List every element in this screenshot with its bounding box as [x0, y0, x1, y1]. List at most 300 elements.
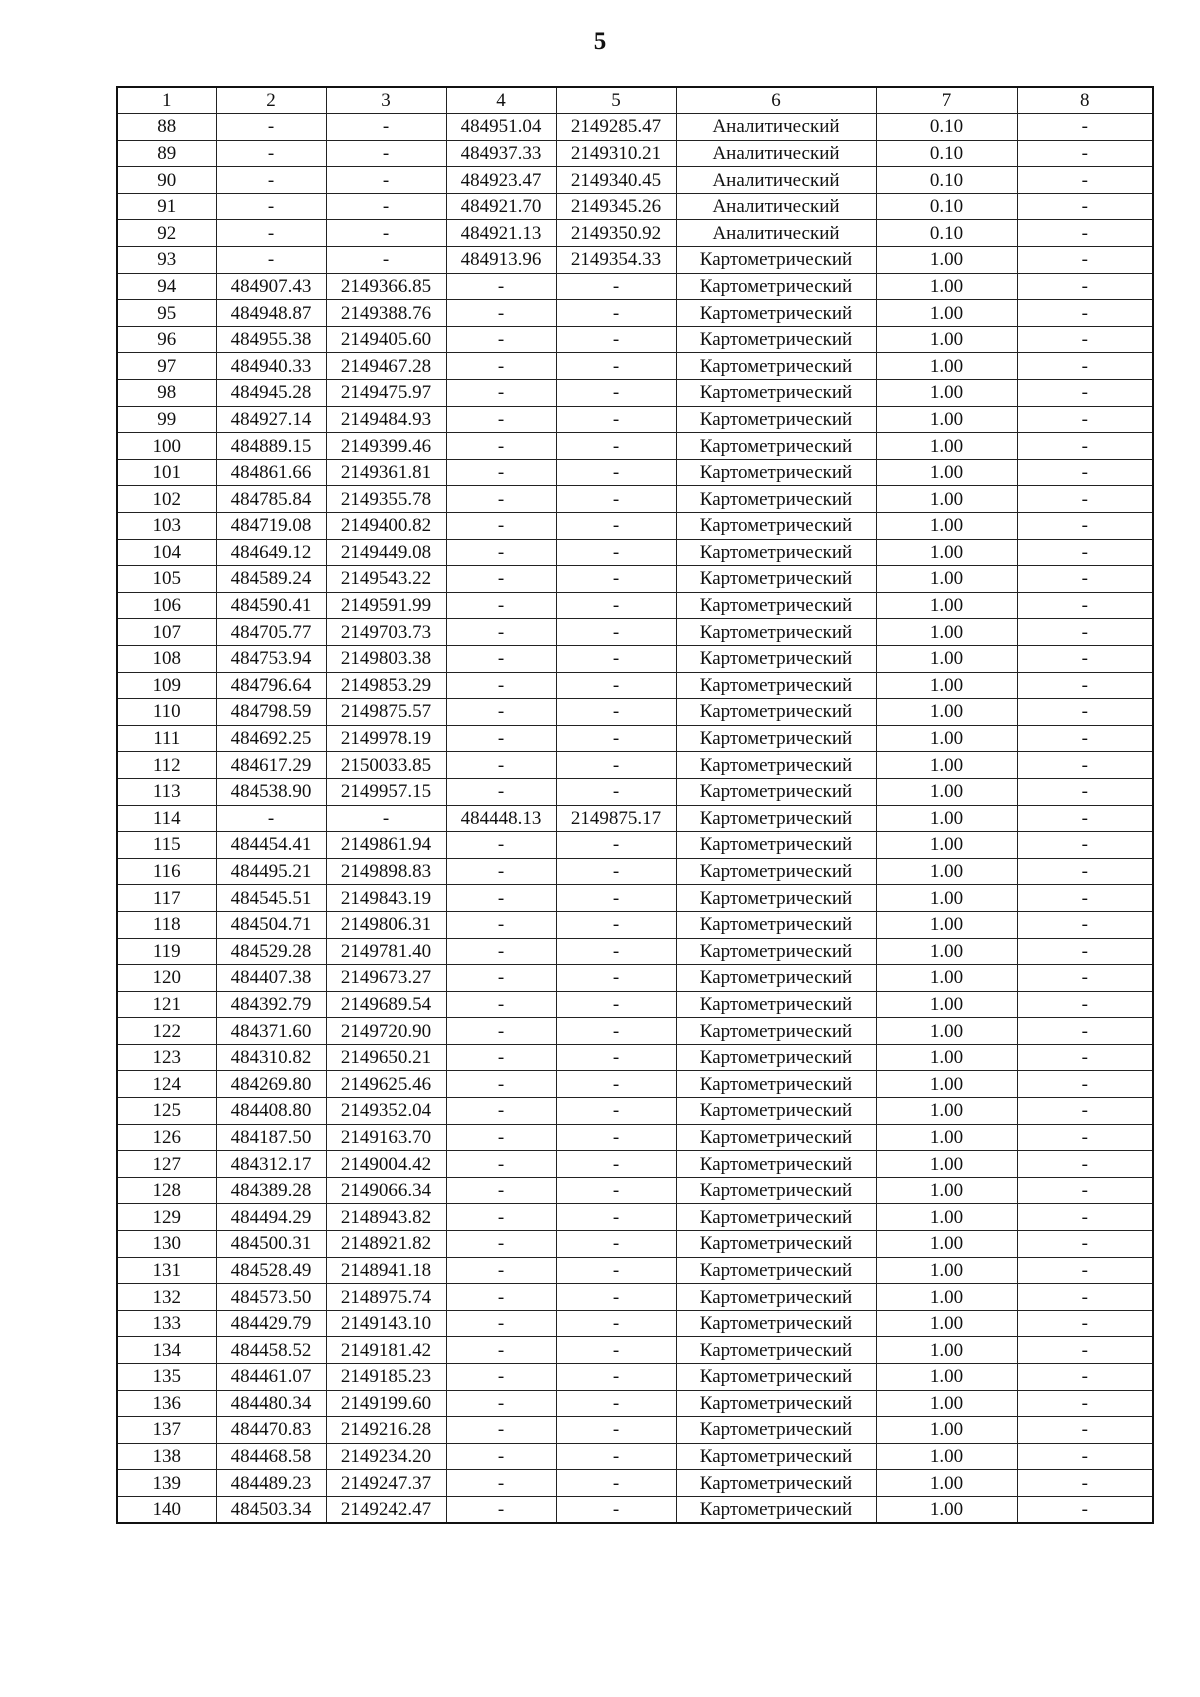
- table-cell: 1.00: [876, 1443, 1017, 1470]
- table-row: [117, 1496, 1153, 1523]
- table-cell: 1.00: [876, 1231, 1017, 1258]
- table-row: [117, 1257, 1153, 1284]
- table-cell: -: [1017, 353, 1153, 380]
- table-cell: 2149898.83: [326, 858, 446, 885]
- table-cell: 2149650.21: [326, 1044, 446, 1071]
- table-cell: Картометрический: [676, 1018, 876, 1045]
- table-cell: 2149355.78: [326, 486, 446, 513]
- table-cell: 484945.28: [216, 380, 326, 407]
- table-cell: 2149181.42: [326, 1337, 446, 1364]
- table-cell: -: [446, 459, 556, 486]
- table-cell: -: [446, 486, 556, 513]
- table-cell: 2149004.42: [326, 1151, 446, 1178]
- column-header: 2: [216, 87, 326, 114]
- table-cell: 484889.15: [216, 433, 326, 460]
- table-cell: 110: [117, 699, 216, 726]
- table-cell: -: [446, 1470, 556, 1497]
- table-row: [117, 486, 1153, 513]
- table-cell: 120: [117, 965, 216, 992]
- table-cell: 1.00: [876, 539, 1017, 566]
- table-cell: 484389.28: [216, 1177, 326, 1204]
- table-cell: 484310.82: [216, 1044, 326, 1071]
- table-cell: 2149803.38: [326, 645, 446, 672]
- table-cell: Картометрический: [676, 1044, 876, 1071]
- table-cell: Картометрический: [676, 858, 876, 885]
- table-row: [117, 619, 1153, 646]
- table-row: [117, 1284, 1153, 1311]
- table-cell: -: [556, 539, 676, 566]
- table-cell: Аналитический: [676, 140, 876, 167]
- table-cell: 484861.66: [216, 459, 326, 486]
- table-cell: 484923.47: [446, 167, 556, 194]
- table-cell: -: [1017, 1443, 1153, 1470]
- table-cell: 1.00: [876, 1257, 1017, 1284]
- table-cell: -: [446, 326, 556, 353]
- table-cell: Картометрический: [676, 1364, 876, 1391]
- table-cell: -: [556, 699, 676, 726]
- table-cell: 128: [117, 1177, 216, 1204]
- table-cell: -: [1017, 805, 1153, 832]
- table-cell: -: [556, 991, 676, 1018]
- table-cell: -: [1017, 938, 1153, 965]
- table-cell: Картометрический: [676, 619, 876, 646]
- table-cell: 2149875.57: [326, 699, 446, 726]
- table-cell: 95: [117, 300, 216, 327]
- table-row: [117, 778, 1153, 805]
- table-cell: -: [1017, 1151, 1153, 1178]
- table-cell: -: [556, 1151, 676, 1178]
- column-header: 6: [676, 87, 876, 114]
- table-row: [117, 273, 1153, 300]
- table-cell: 2149285.47: [556, 114, 676, 141]
- table-cell: 1.00: [876, 380, 1017, 407]
- table-cell: 484458.52: [216, 1337, 326, 1364]
- table-cell: 484454.41: [216, 832, 326, 859]
- table-cell: 2148921.82: [326, 1231, 446, 1258]
- table-cell: Картометрический: [676, 991, 876, 1018]
- table-cell: 1.00: [876, 1204, 1017, 1231]
- table-cell: -: [446, 1417, 556, 1444]
- table-cell: 106: [117, 592, 216, 619]
- table-cell: 484470.83: [216, 1417, 326, 1444]
- table-cell: Картометрический: [676, 326, 876, 353]
- table-cell: -: [1017, 592, 1153, 619]
- table-cell: -: [446, 1284, 556, 1311]
- table-cell: 484753.94: [216, 645, 326, 672]
- table-cell: 484500.31: [216, 1231, 326, 1258]
- table-cell: 137: [117, 1417, 216, 1444]
- table-cell: -: [446, 300, 556, 327]
- table-cell: 102: [117, 486, 216, 513]
- table-cell: Картометрический: [676, 672, 876, 699]
- column-header: 7: [876, 87, 1017, 114]
- table-cell: 90: [117, 167, 216, 194]
- table-cell: 1.00: [876, 1018, 1017, 1045]
- table-row: [117, 991, 1153, 1018]
- table-cell: Картометрический: [676, 592, 876, 619]
- table-cell: 2149350.92: [556, 220, 676, 247]
- table-cell: Картометрический: [676, 459, 876, 486]
- table-cell: -: [1017, 167, 1153, 194]
- table-cell: -: [1017, 1284, 1153, 1311]
- table-row: [117, 1364, 1153, 1391]
- table-cell: 1.00: [876, 433, 1017, 460]
- table-cell: -: [556, 592, 676, 619]
- table-cell: 484407.38: [216, 965, 326, 992]
- table-cell: -: [326, 220, 446, 247]
- table-cell: 2149875.17: [556, 805, 676, 832]
- table-cell: 1.00: [876, 699, 1017, 726]
- table-cell: -: [556, 1231, 676, 1258]
- table-cell: 2148943.82: [326, 1204, 446, 1231]
- table-cell: 484503.34: [216, 1496, 326, 1523]
- table-cell: -: [446, 645, 556, 672]
- table-cell: -: [556, 459, 676, 486]
- table-cell: -: [556, 1284, 676, 1311]
- table-cell: 1.00: [876, 1124, 1017, 1151]
- table-cell: 1.00: [876, 619, 1017, 646]
- table-cell: Картометрический: [676, 1337, 876, 1364]
- table-row: [117, 220, 1153, 247]
- table-cell: 1.00: [876, 1496, 1017, 1523]
- table-cell: 1.00: [876, 1390, 1017, 1417]
- table-cell: 2149806.31: [326, 911, 446, 938]
- table-cell: -: [1017, 459, 1153, 486]
- table-cell: 484461.07: [216, 1364, 326, 1391]
- table-cell: -: [1017, 1417, 1153, 1444]
- table-cell: -: [556, 725, 676, 752]
- table-cell: -: [1017, 1018, 1153, 1045]
- table-row: [117, 1417, 1153, 1444]
- table-cell: -: [446, 752, 556, 779]
- table-cell: 117: [117, 885, 216, 912]
- table-cell: 125: [117, 1098, 216, 1125]
- table-cell: Картометрический: [676, 1231, 876, 1258]
- table-cell: 484649.12: [216, 539, 326, 566]
- table-cell: 2149978.19: [326, 725, 446, 752]
- table-cell: 484796.64: [216, 672, 326, 699]
- table-cell: -: [1017, 114, 1153, 141]
- table-cell: -: [446, 672, 556, 699]
- table-cell: Картометрический: [676, 1124, 876, 1151]
- table-cell: 104: [117, 539, 216, 566]
- table-cell: 97: [117, 353, 216, 380]
- table-cell: Картометрический: [676, 1496, 876, 1523]
- table-cell: 94: [117, 273, 216, 300]
- table-cell: 2149591.99: [326, 592, 446, 619]
- table-cell: 484269.80: [216, 1071, 326, 1098]
- table-row: [117, 911, 1153, 938]
- table-row: [117, 1018, 1153, 1045]
- table-cell: -: [326, 247, 446, 274]
- table-cell: -: [216, 247, 326, 274]
- table-row: [117, 805, 1153, 832]
- table-row: [117, 672, 1153, 699]
- table-header: [117, 87, 1153, 114]
- table-cell: 484948.87: [216, 300, 326, 327]
- table-cell: 484187.50: [216, 1124, 326, 1151]
- table-cell: -: [1017, 1337, 1153, 1364]
- table-cell: -: [446, 1177, 556, 1204]
- table-cell: Картометрический: [676, 645, 876, 672]
- table-cell: 1.00: [876, 566, 1017, 593]
- table-cell: 1.00: [876, 752, 1017, 779]
- table-cell: -: [1017, 1496, 1153, 1523]
- table-cell: -: [556, 1443, 676, 1470]
- table-cell: 484504.71: [216, 911, 326, 938]
- table-cell: 2149199.60: [326, 1390, 446, 1417]
- table-cell: Картометрический: [676, 406, 876, 433]
- table-row: [117, 858, 1153, 885]
- table-cell: 1.00: [876, 1417, 1017, 1444]
- table-cell: Картометрический: [676, 805, 876, 832]
- table-cell: -: [1017, 619, 1153, 646]
- table-cell: 118: [117, 911, 216, 938]
- table-row: [117, 699, 1153, 726]
- table-cell: 484719.08: [216, 513, 326, 540]
- table-cell: 2149352.04: [326, 1098, 446, 1125]
- table-row: [117, 1204, 1153, 1231]
- table-cell: -: [446, 380, 556, 407]
- table-cell: -: [1017, 1364, 1153, 1391]
- table-cell: 2149543.22: [326, 566, 446, 593]
- table-cell: -: [556, 911, 676, 938]
- table-row: [117, 1231, 1153, 1258]
- table-cell: -: [216, 167, 326, 194]
- table-cell: 138: [117, 1443, 216, 1470]
- table-cell: -: [1017, 911, 1153, 938]
- table-cell: -: [556, 326, 676, 353]
- table-cell: 123: [117, 1044, 216, 1071]
- table-cell: 484955.38: [216, 326, 326, 353]
- table-cell: 484589.24: [216, 566, 326, 593]
- table-cell: 126: [117, 1124, 216, 1151]
- table-cell: -: [1017, 725, 1153, 752]
- table-row: [117, 1177, 1153, 1204]
- table-cell: 2149242.47: [326, 1496, 446, 1523]
- table-cell: 109: [117, 672, 216, 699]
- table-row: [117, 725, 1153, 752]
- table-cell: -: [1017, 1204, 1153, 1231]
- table-cell: -: [446, 885, 556, 912]
- table-cell: -: [446, 1018, 556, 1045]
- table-cell: -: [446, 1204, 556, 1231]
- table-cell: -: [1017, 1310, 1153, 1337]
- table-cell: 0.10: [876, 114, 1017, 141]
- table-cell: Картометрический: [676, 1443, 876, 1470]
- table-cell: 484927.14: [216, 406, 326, 433]
- table-cell: 98: [117, 380, 216, 407]
- table-cell: -: [556, 300, 676, 327]
- table-cell: -: [1017, 991, 1153, 1018]
- table-row: [117, 566, 1153, 593]
- table-cell: 2149475.97: [326, 380, 446, 407]
- table-cell: -: [556, 1204, 676, 1231]
- table-row: [117, 645, 1153, 672]
- table-cell: -: [216, 114, 326, 141]
- table-cell: 115: [117, 832, 216, 859]
- table-cell: 484617.29: [216, 752, 326, 779]
- table-cell: Картометрический: [676, 1470, 876, 1497]
- table-cell: 484528.49: [216, 1257, 326, 1284]
- table-row: [117, 965, 1153, 992]
- table-cell: -: [556, 885, 676, 912]
- table-cell: -: [446, 273, 556, 300]
- table-cell: -: [1017, 1231, 1153, 1258]
- table-cell: -: [1017, 752, 1153, 779]
- table-cell: 139: [117, 1470, 216, 1497]
- table-cell: 93: [117, 247, 216, 274]
- table-cell: -: [556, 1257, 676, 1284]
- table-cell: 140: [117, 1496, 216, 1523]
- table-cell: -: [446, 725, 556, 752]
- table-body: [117, 114, 1153, 1523]
- table-cell: -: [446, 965, 556, 992]
- table-cell: Картометрический: [676, 752, 876, 779]
- table-cell: -: [446, 938, 556, 965]
- table-cell: 99: [117, 406, 216, 433]
- table-cell: -: [1017, 273, 1153, 300]
- table-cell: Картометрический: [676, 1390, 876, 1417]
- table-cell: 484692.25: [216, 725, 326, 752]
- table-cell: -: [556, 1018, 676, 1045]
- table-cell: Картометрический: [676, 885, 876, 912]
- table-cell: -: [326, 114, 446, 141]
- table-row: [117, 1390, 1153, 1417]
- table-cell: -: [556, 486, 676, 513]
- table-cell: 1.00: [876, 273, 1017, 300]
- table-cell: -: [556, 672, 676, 699]
- table-cell: Картометрический: [676, 300, 876, 327]
- table-cell: -: [1017, 1071, 1153, 1098]
- table-cell: 1.00: [876, 1151, 1017, 1178]
- table-cell: 127: [117, 1151, 216, 1178]
- table-cell: Картометрический: [676, 1098, 876, 1125]
- page-number: 5: [593, 28, 607, 55]
- table-cell: -: [1017, 858, 1153, 885]
- table-cell: 2149247.37: [326, 1470, 446, 1497]
- table-cell: 1.00: [876, 1284, 1017, 1311]
- table-row: [117, 592, 1153, 619]
- table-cell: Картометрический: [676, 832, 876, 859]
- table-cell: 111: [117, 725, 216, 752]
- table-cell: -: [446, 539, 556, 566]
- table-cell: -: [446, 832, 556, 859]
- table-cell: 484785.84: [216, 486, 326, 513]
- table-cell: Картометрический: [676, 1177, 876, 1204]
- table-cell: -: [1017, 672, 1153, 699]
- table-row: [117, 353, 1153, 380]
- table-cell: Картометрический: [676, 938, 876, 965]
- table-cell: -: [1017, 513, 1153, 540]
- table-cell: -: [1017, 1390, 1153, 1417]
- table-cell: -: [216, 805, 326, 832]
- table-row: [117, 1337, 1153, 1364]
- table-cell: -: [446, 1257, 556, 1284]
- table-row: [117, 1310, 1153, 1337]
- table-cell: 2149957.15: [326, 778, 446, 805]
- table-cell: 2148941.18: [326, 1257, 446, 1284]
- table-cell: Картометрический: [676, 380, 876, 407]
- table-cell: Картометрический: [676, 539, 876, 566]
- table-cell: 107: [117, 619, 216, 646]
- table-cell: -: [1017, 645, 1153, 672]
- table-cell: 89: [117, 140, 216, 167]
- table-cell: -: [556, 1417, 676, 1444]
- table-cell: 133: [117, 1310, 216, 1337]
- table-cell: -: [446, 1044, 556, 1071]
- table-cell: 2149484.93: [326, 406, 446, 433]
- table-cell: -: [1017, 220, 1153, 247]
- table-row: [117, 513, 1153, 540]
- table-cell: 484371.60: [216, 1018, 326, 1045]
- table-cell: 484798.59: [216, 699, 326, 726]
- table-cell: 108: [117, 645, 216, 672]
- table-cell: -: [556, 832, 676, 859]
- table-cell: 1.00: [876, 805, 1017, 832]
- column-header: 8: [1017, 87, 1153, 114]
- table-cell: Картометрический: [676, 1284, 876, 1311]
- table-cell: 2149143.10: [326, 1310, 446, 1337]
- table-cell: 484937.33: [446, 140, 556, 167]
- table-cell: Аналитический: [676, 114, 876, 141]
- table-row: [117, 433, 1153, 460]
- table-cell: -: [216, 140, 326, 167]
- table-cell: 135: [117, 1364, 216, 1391]
- table-cell: -: [216, 220, 326, 247]
- table-cell: 0.10: [876, 220, 1017, 247]
- table-row: [117, 380, 1153, 407]
- table-cell: 1.00: [876, 459, 1017, 486]
- table-cell: 114: [117, 805, 216, 832]
- table-cell: Картометрический: [676, 513, 876, 540]
- table-cell: -: [556, 406, 676, 433]
- table-cell: -: [216, 193, 326, 220]
- table-cell: Картометрический: [676, 1417, 876, 1444]
- table-cell: -: [556, 645, 676, 672]
- table-cell: 103: [117, 513, 216, 540]
- column-header: 4: [446, 87, 556, 114]
- table-cell: -: [1017, 193, 1153, 220]
- table-cell: 2148975.74: [326, 1284, 446, 1311]
- table-cell: Картометрический: [676, 1204, 876, 1231]
- table-cell: -: [1017, 965, 1153, 992]
- header-row: [117, 87, 1153, 114]
- table-row: [117, 752, 1153, 779]
- table-cell: 92: [117, 220, 216, 247]
- table-cell: -: [556, 1496, 676, 1523]
- table-cell: 1.00: [876, 513, 1017, 540]
- table-cell: -: [1017, 885, 1153, 912]
- table-row: [117, 114, 1153, 141]
- table-cell: -: [556, 1310, 676, 1337]
- table-cell: -: [556, 1470, 676, 1497]
- table-cell: 1.00: [876, 1177, 1017, 1204]
- table-cell: -: [446, 406, 556, 433]
- column-header: 5: [556, 87, 676, 114]
- table-cell: -: [556, 858, 676, 885]
- table-row: [117, 1124, 1153, 1151]
- table-cell: -: [1017, 1470, 1153, 1497]
- table-cell: 129: [117, 1204, 216, 1231]
- table-cell: 484921.70: [446, 193, 556, 220]
- table-cell: -: [1017, 433, 1153, 460]
- table-row: [117, 459, 1153, 486]
- table-cell: 1.00: [876, 991, 1017, 1018]
- table-row: [117, 300, 1153, 327]
- table-cell: 484538.90: [216, 778, 326, 805]
- table-cell: -: [1017, 566, 1153, 593]
